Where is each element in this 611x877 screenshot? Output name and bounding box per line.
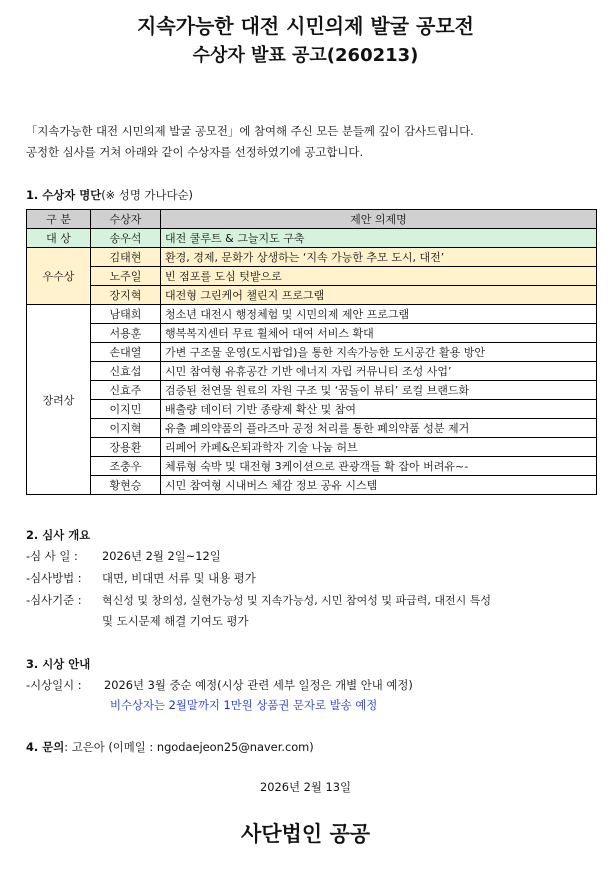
review-method-label: -심사방법 :	[26, 571, 82, 585]
table-header-row	[27, 210, 597, 229]
header-category: 구 분	[27, 210, 91, 229]
winner-name: 김태현	[91, 248, 161, 267]
page-subtitle: 수상자 발표 공고(260213)	[192, 45, 419, 66]
review-criteria-line-2: 및 도시문제 해결 기여도 평가	[102, 614, 249, 628]
table-row	[27, 362, 597, 381]
winner-name: 서용훈	[91, 324, 161, 343]
proposal-title: 체류형 숙박 및 대전형 3케이션으로 관광객들 확 잡아 버려유~-	[161, 457, 597, 476]
organization-name: 사단법인 공공	[240, 822, 371, 846]
proposal-title: 가변 구조물 운영(도시팝업)을 통한 지속가능한 도시공간 활용 방안	[161, 343, 597, 362]
table-row	[27, 267, 597, 286]
proposal-title: 청소년 대전시 행정체험 및 시민의제 제안 프로그램	[161, 305, 597, 324]
proposal-title: 대전형 그린케어 챌린지 프로그램	[161, 286, 597, 305]
table-row	[27, 381, 597, 400]
proposal-title: 유출 폐의약품의 플라즈마 공정 처리를 통한 폐의약품 성분 제거	[161, 419, 597, 438]
table-row	[27, 476, 597, 495]
proposal-title: 환경, 경제, 문화가 상생하는 ‘지속 가능한 추모 도시, 대전’	[161, 248, 597, 267]
proposal-title: 빈 점포를 도심 텃밭으로	[161, 267, 597, 286]
winner-name: 남태희	[91, 305, 161, 324]
section-4-heading: 4. 문의	[26, 740, 65, 754]
table-row	[27, 457, 597, 476]
winner-name: 이지민	[91, 400, 161, 419]
proposal-title: 시민 참여형 유휴공간 기반 에너지 자립 커뮤니티 조성 사업’	[161, 362, 597, 381]
winner-name: 노주일	[91, 267, 161, 286]
category-excellence: 우수상	[27, 248, 91, 305]
category-grand-prize: 대 상	[27, 229, 91, 248]
header-winner: 수상자	[91, 210, 161, 229]
winner-name: 장지혁	[91, 286, 161, 305]
award-date-label: -시상일시 :	[26, 678, 82, 692]
table-row	[27, 438, 597, 457]
announcement-date: 2026년 2월 13일	[260, 780, 351, 794]
table-row	[27, 343, 597, 362]
review-method-value: 대면, 비대면 서류 및 내용 평가	[102, 571, 256, 585]
proposal-title: 행복복지센터 무료 휠체어 대여 서비스 확대	[161, 324, 597, 343]
non-winner-notice: 비수상자는 2월말까지 1만원 상품권 문자로 발송 예정	[110, 698, 378, 712]
review-date-value: 2026년 2월 2일~12일	[102, 549, 221, 563]
proposal-title: 검증된 천연물 원료의 자원 구조 및 ‘꿈돌이 뷰티’ 로컬 브랜드화	[161, 381, 597, 400]
section-1-heading	[26, 187, 193, 203]
inquiry-line	[26, 739, 314, 755]
winner-name: 황현승	[91, 476, 161, 495]
page-title: 지속가능한 대전 시민의제 발굴 공모전	[137, 14, 474, 38]
table-row	[27, 419, 597, 438]
winners-table	[26, 209, 597, 495]
winner-name: 송우석	[91, 229, 161, 248]
proposal-title: 대전 쿨루트 & 그늘지도 구축	[161, 229, 597, 248]
proposal-title: 배출량 데이터 기반 종량제 확산 및 참여	[161, 400, 597, 419]
inquiry-contact: : 고은아 (이메일 : ngodaejeon25@naver.com)	[64, 740, 314, 754]
table-row	[27, 248, 597, 267]
winner-name: 이지혁	[91, 419, 161, 438]
review-criteria-label: -심사기준 :	[26, 593, 82, 607]
proposal-title: 리페어 카페&은퇴과학자 기술 나눔 허브	[161, 438, 597, 457]
header-proposal: 제안 의제명	[161, 210, 597, 229]
winner-name: 조충우	[91, 457, 161, 476]
section-1-note: (※ 성명 가나다순)	[101, 188, 193, 202]
winner-name: 장용환	[91, 438, 161, 457]
table-row	[27, 324, 597, 343]
table-row	[27, 400, 597, 419]
award-date-value: 2026년 3월 중순 예정(시상 관련 세부 일정은 개별 안내 예정)	[104, 678, 413, 692]
section-2-heading: 2. 심사 개요	[26, 528, 91, 542]
section-1-title: 1. 수상자 명단	[26, 188, 102, 202]
winner-name: 손대열	[91, 343, 161, 362]
table-row	[27, 286, 597, 305]
winner-name: 신효주	[91, 381, 161, 400]
proposal-title: 시민 참여형 시내버스 체감 정보 공유 시스템	[161, 476, 597, 495]
table-row	[27, 229, 597, 248]
category-encouragement: 장려상	[27, 305, 91, 495]
winner-name: 신효섭	[91, 362, 161, 381]
intro-line-2: 공정한 심사를 거쳐 아래와 같이 수상자를 선정하였기에 공고합니다.	[26, 145, 364, 159]
review-criteria-line-1: 혁신성 및 창의성, 실현가능성 및 지속가능성, 시민 참여성 및 파급력, 대전시 특성	[102, 594, 491, 607]
section-3-heading: 3. 시상 안내	[26, 657, 91, 671]
review-date-label: -심 사 일 :	[26, 549, 78, 563]
table-row	[27, 305, 597, 324]
intro-line-1: 「지속가능한 대전 시민의제 발굴 공모전」에 참여해 주신 모든 분들께 깊이 감사드립니다.	[26, 124, 474, 138]
